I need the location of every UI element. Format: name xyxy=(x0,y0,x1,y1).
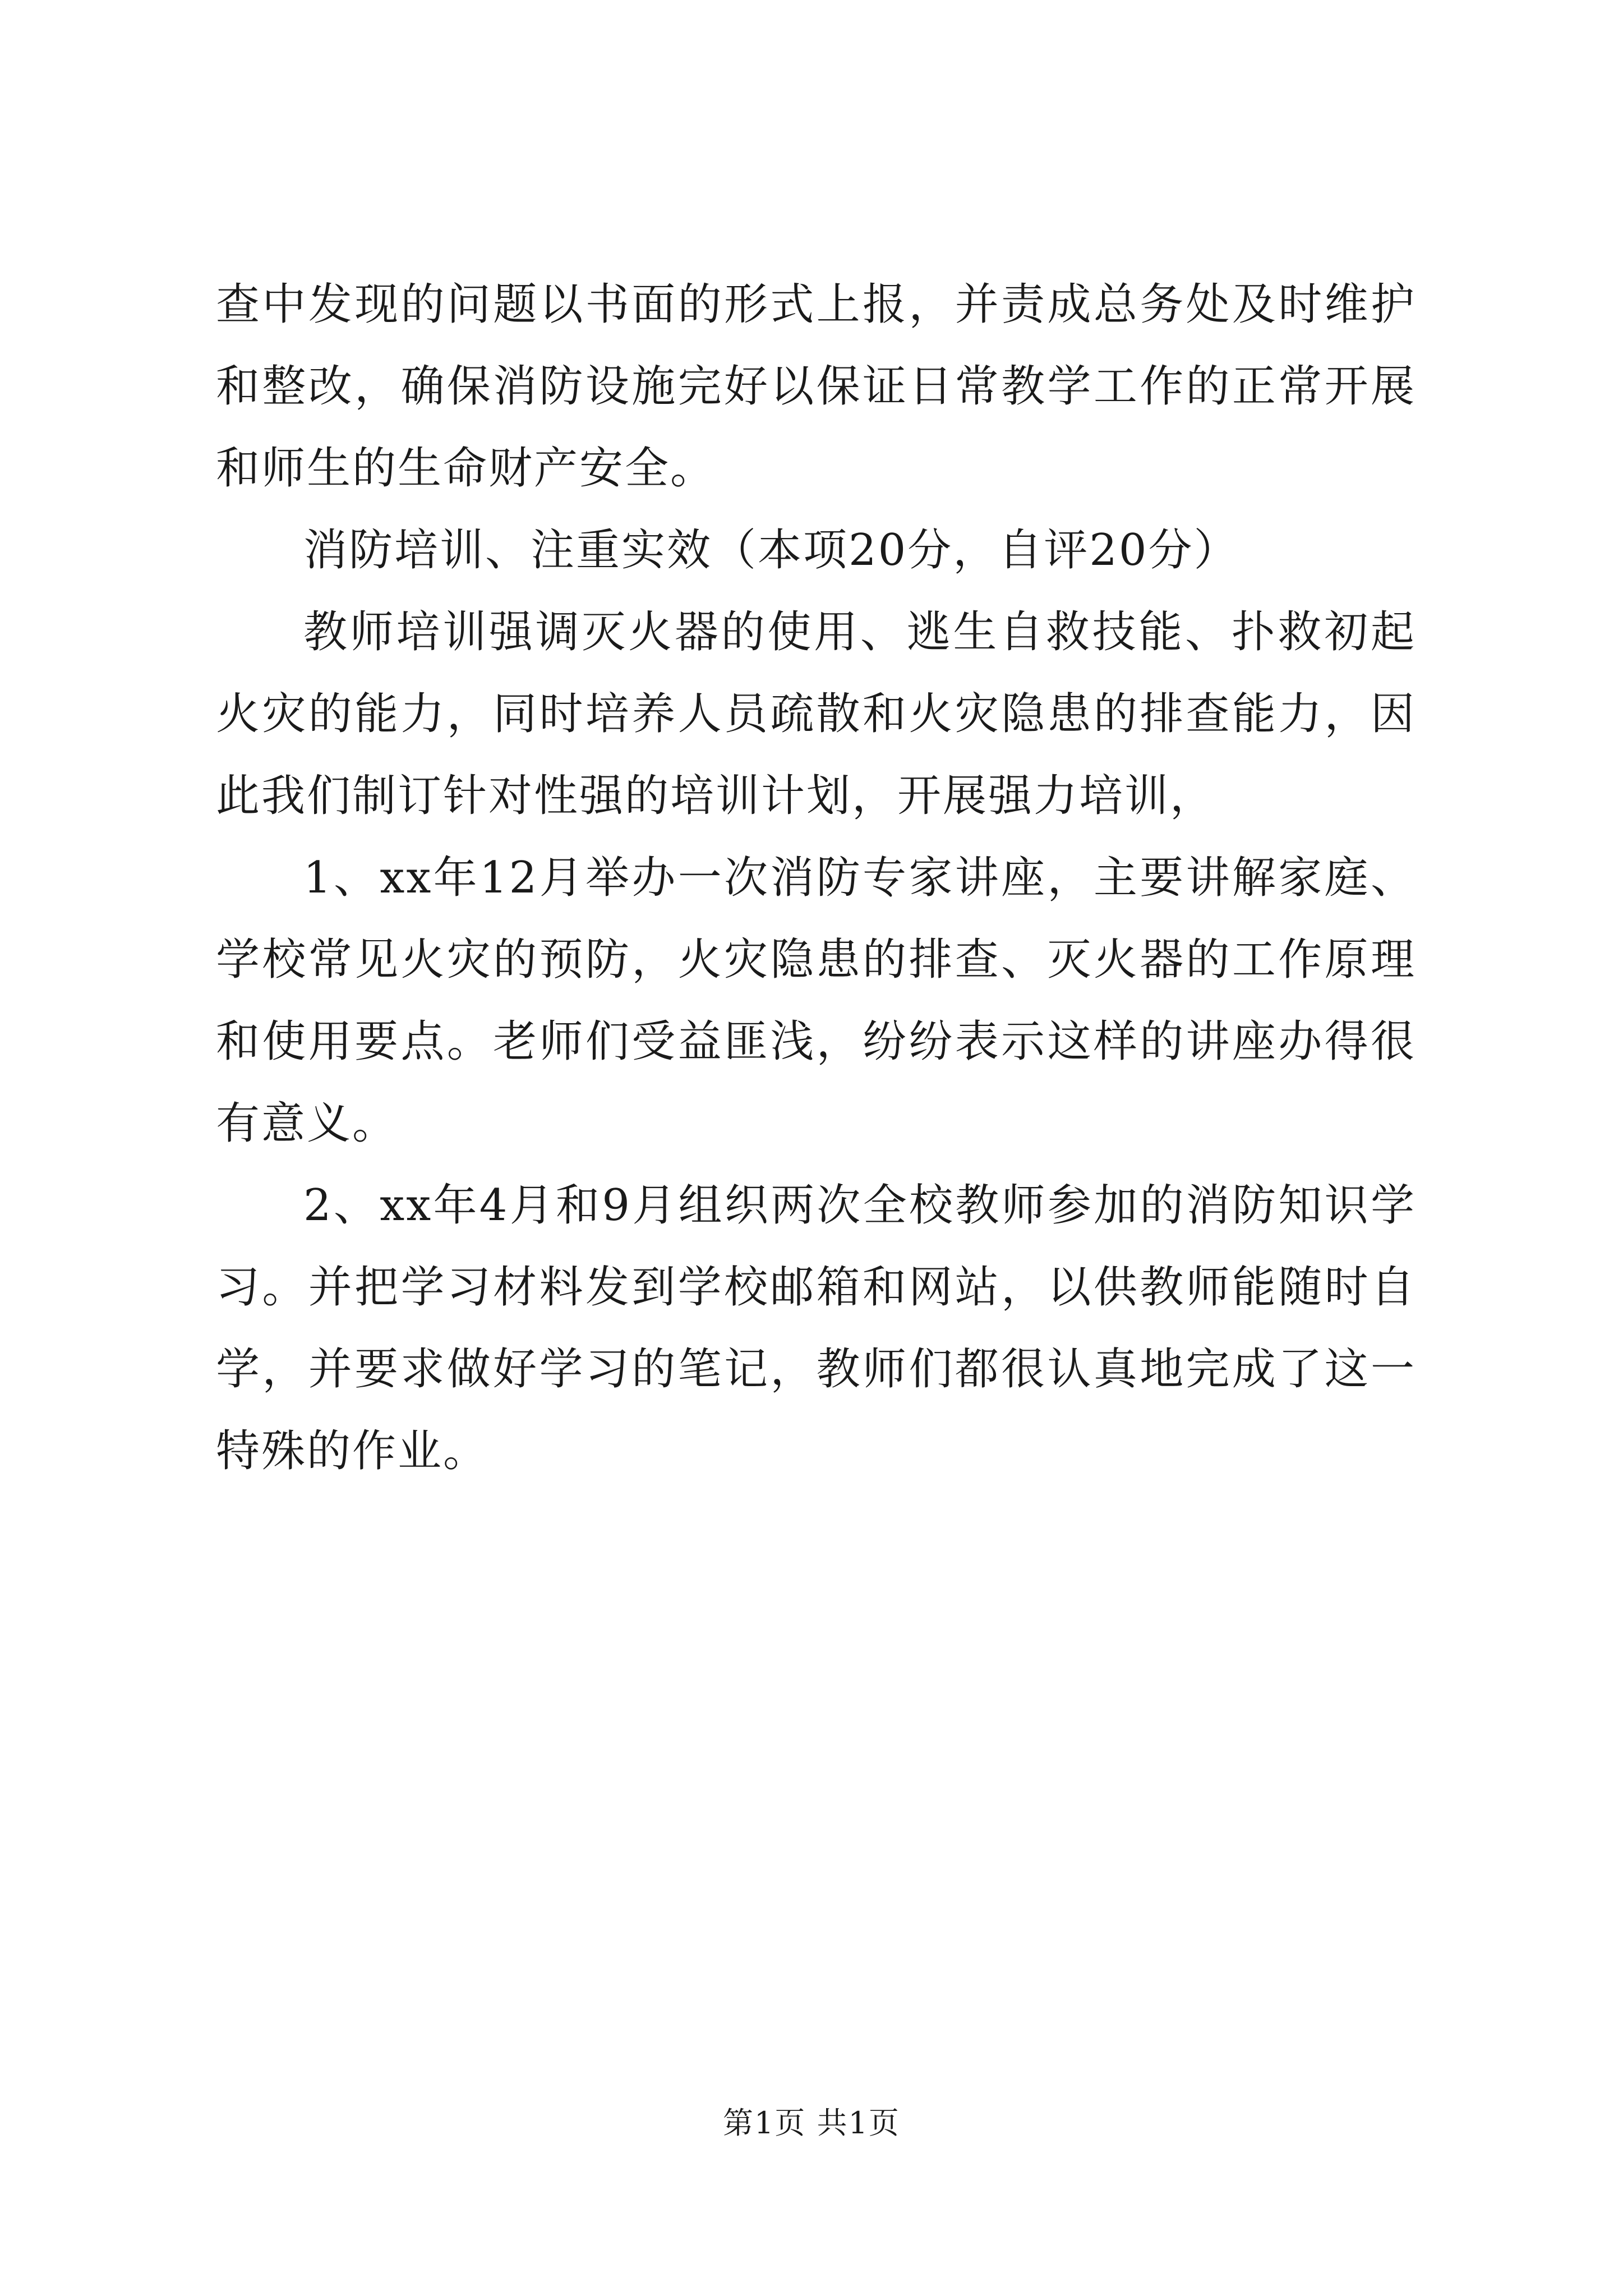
paragraph-teacher-training: 教师培训强调灭火器的使用、逃生自救技能、扑救初起火灾的能力，同时培养人员疏散和火灾隐患的排查能力，因此我们制订针对性强的培训计划，开展强力培训， xyxy=(216,607,1416,821)
paragraph-continuation: 查中发现的问题以书面的形式上报，并责成总务处及时维护和整改，确保消防设施完好以保证日常教学工作的正常开展和师生的生命财产安全。 xyxy=(216,279,1416,494)
paragraph-item-1-lecture: 1、xx年12月举办一次消防专家讲座，主要讲解家庭、学校常见火灾的预防，火灾隐患的排查、灭火器的工作原理和使用要点。老师们受益匪浅，纷纷表示这样的讲座办得很有意义。 xyxy=(216,853,1416,1149)
section-heading-fire-training: 消防培训、注重实效（本项20分，自评20分） xyxy=(303,525,1239,576)
paragraph-item-2-study: 2、xx年4月和9月组织两次全校教师参加的消防知识学习。并把学习材料发到学校邮箱和网站，以供教师能随时自学，并要求做好学习的笔记，教师们都很认真地完成了这一特殊的作业。 xyxy=(216,1180,1416,1476)
page-number-footer: 第1页 共1页 xyxy=(723,2105,900,2141)
document-body xyxy=(216,264,1416,1492)
